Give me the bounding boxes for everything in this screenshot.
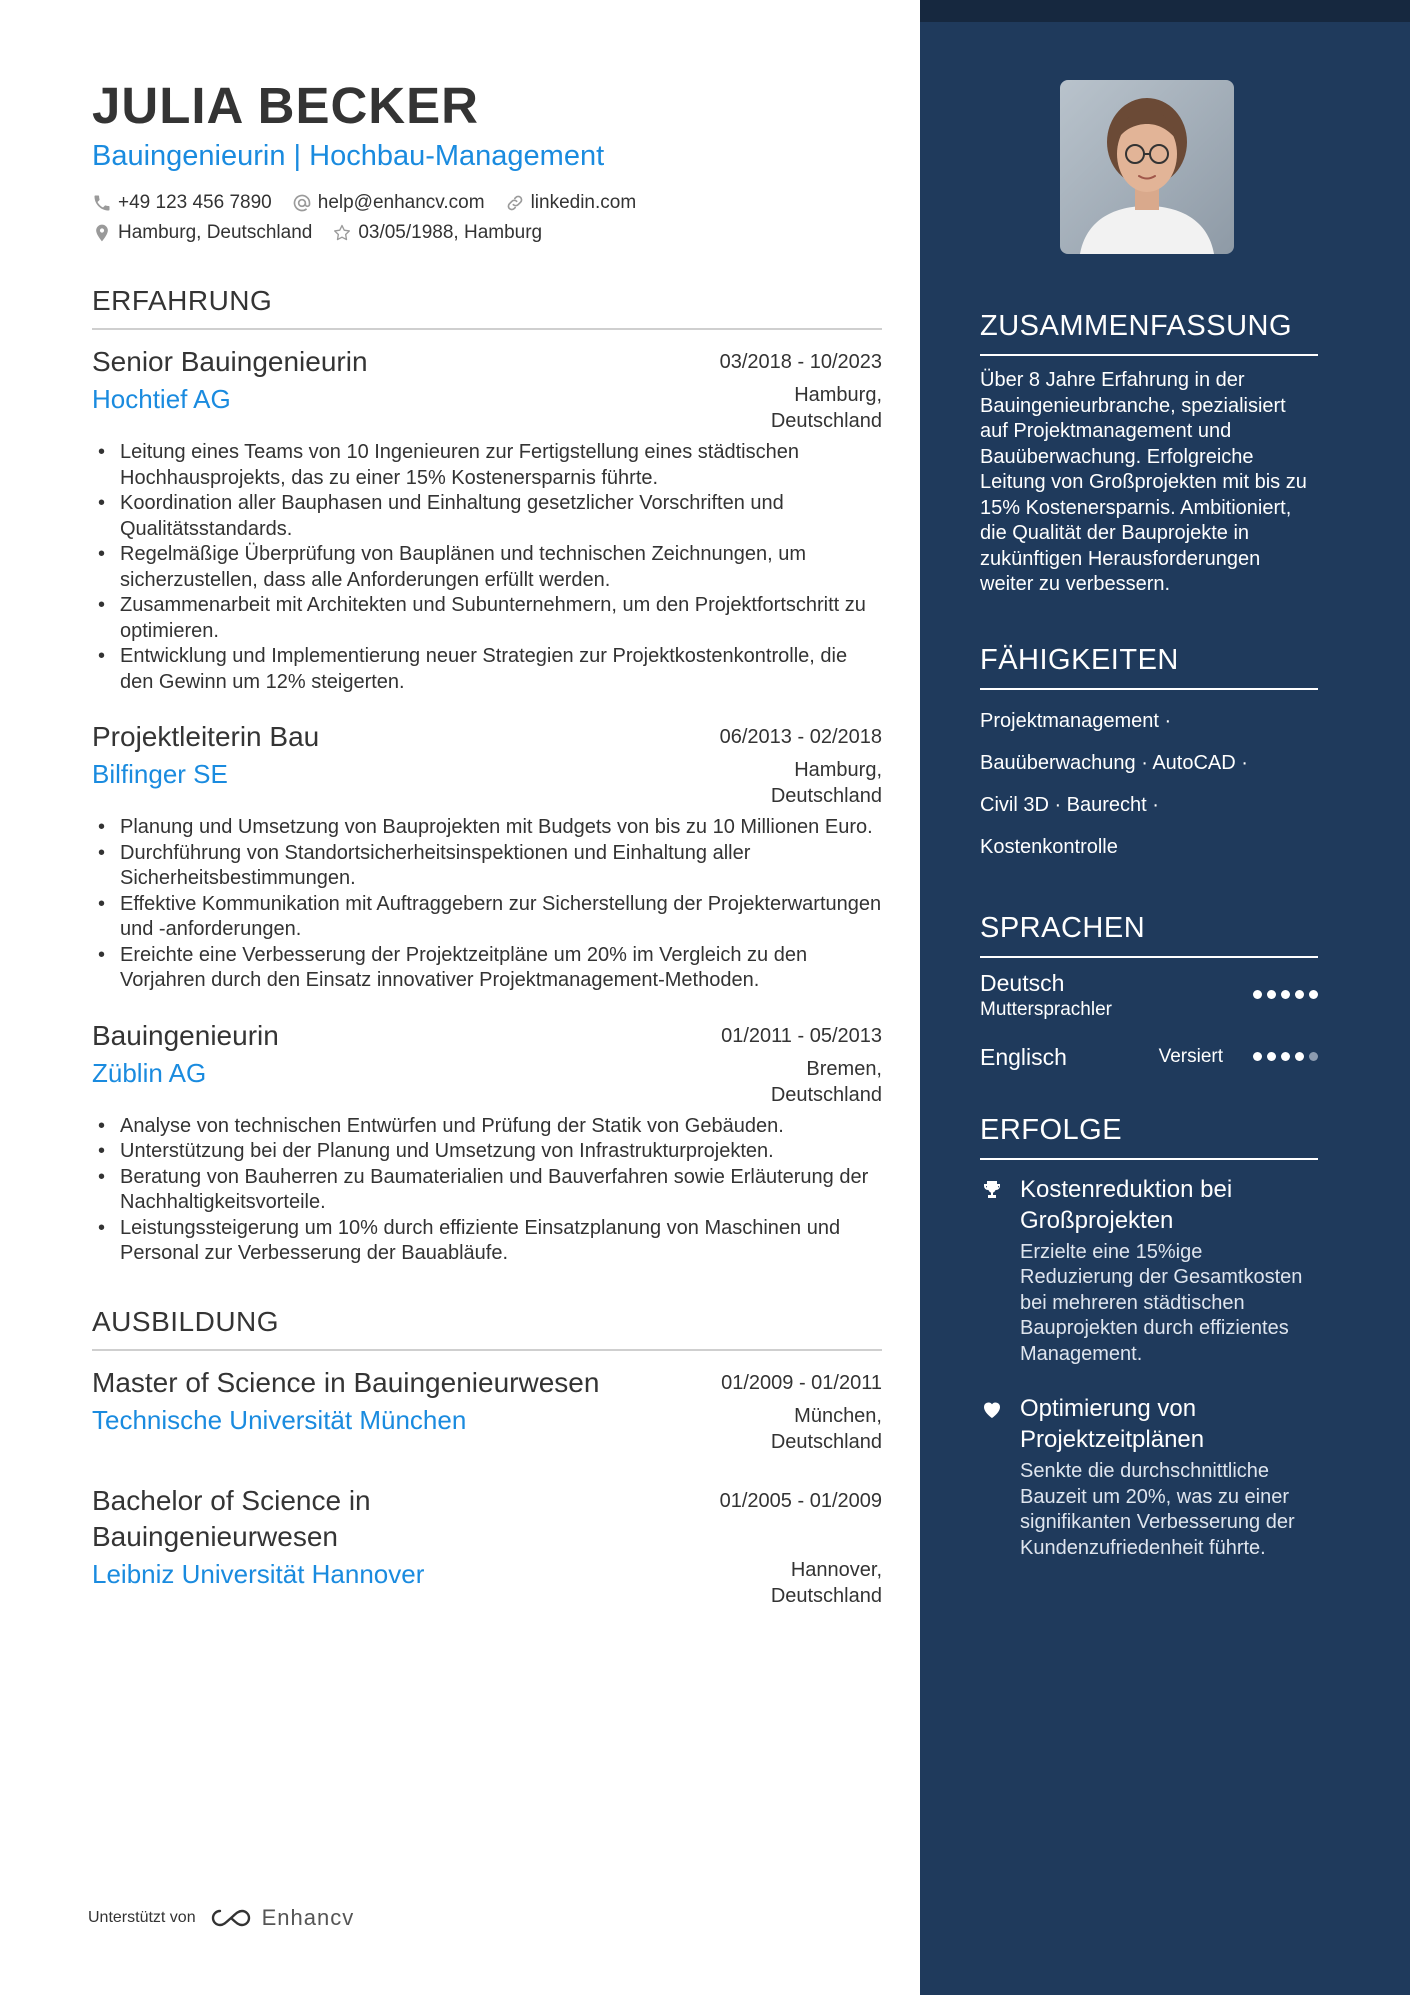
- bullet-item: • Ereichte eine Verbesserung der Projektzeitpläne um 20% im Vergleich zu den Vorjahren durch den Einsatz innovativer Projektmanagement-Methoden.: [120, 943, 882, 994]
- degree-title: Bachelor of Science in Bauingenieurwesen: [92, 1484, 371, 1552]
- experience-section: [92, 284, 882, 1267]
- location-pin-icon: [92, 223, 112, 243]
- contact-row: [92, 188, 882, 218]
- powered-by-text: Unterstützt von: [88, 1909, 196, 1926]
- skills-list: [980, 700, 1318, 868]
- achievement-item: [980, 1174, 1318, 1368]
- skill-line: Civil 3D · Baurecht ·: [980, 793, 1159, 816]
- experience-title: ERFAHRUNG: [92, 284, 882, 330]
- job-dates: 06/2013 - 02/2018: [719, 726, 882, 748]
- summary-text: Über 8 Jahre Erfahrung in der Bauingenieurbranche, spezialisiert auf Projektmanagement und Bauüberwachung. Erfolgreiche Leitung von Großprojekten mit bis zu 15% Kostenersparnis. Ambitioniert, die Qualität der Bauprojekte in zukünftigen Herausforderungen weiter zu verbessern.: [980, 369, 1307, 595]
- languages-section: [980, 910, 1318, 1072]
- rating-dot-filled: [1253, 1052, 1262, 1061]
- achievement-title: Optimierung von Projektzeitplänen: [1020, 1395, 1205, 1453]
- achievement-description: Senkte die durchschnittliche Bauzeit um 20%, was zu einer signifikanten Verbesserung der Kundenzufriedenheit führte.: [1020, 1460, 1295, 1559]
- experience-entry: [92, 719, 882, 994]
- job-company: Bilfinger SE: [92, 759, 228, 789]
- job-bullets: [92, 815, 882, 994]
- language-rating: [1253, 990, 1318, 999]
- contact-info: [92, 188, 882, 248]
- bullet-item: • Leistungssteigerung um 10% durch effiziente Einsatzplanung von Maschinen und Personal zur Verbesserung der Bauabläufe.: [120, 1216, 882, 1267]
- degree-title: Master of Science in Bauingenieurwesen: [92, 1366, 600, 1398]
- experience-entry: [92, 344, 882, 695]
- email-text: help@enhancv.com: [317, 192, 485, 213]
- bullet-item: • Entwicklung und Implementierung neuer Strategien zur Projektkostenkontrolle, die den Gewinn um 12% steigerten.: [120, 644, 882, 695]
- linkedin-text: linkedin.com: [530, 192, 637, 213]
- brand-name: Enhancv: [261, 1905, 355, 1930]
- job-location: Bremen, Deutschland: [770, 1057, 882, 1106]
- job-location: Hamburg, Deutschland: [770, 759, 882, 807]
- bullet-item: • Beratung von Bauherren zu Baumaterialien und Bauverfahren sowie Erläuterung der Nachhaltigkeitsvorteile.: [120, 1165, 882, 1216]
- profile-photo: [1060, 80, 1234, 254]
- star-icon: [332, 223, 352, 243]
- link-icon: [505, 193, 525, 213]
- rating-dot-empty: [1309, 1052, 1318, 1061]
- bullet-item: • Effektive Kommunikation mit Auftraggebern zur Sicherstellung der Projekterwartungen und -anforderungen.: [120, 892, 882, 943]
- bullet-item: • Leitung eines Teams von 10 Ingenieuren zur Fertigstellung eines städtischen Hochhausprojekts, das zu einer 15% Kostenersparnis führte.: [120, 440, 882, 491]
- phone-text: +49 123 456 7890: [118, 192, 272, 213]
- rating-dot-filled: [1309, 990, 1318, 999]
- rating-dot-filled: [1253, 990, 1262, 999]
- language-name: Englisch: [980, 1043, 1067, 1070]
- experience-entry: [92, 1018, 882, 1267]
- contact-phone[interactable]: [92, 188, 272, 218]
- rating-dot-filled: [1267, 990, 1276, 999]
- achievements-section: [980, 1112, 1318, 1562]
- skills-title: FÄHIGKEITEN: [980, 642, 1318, 690]
- school-name: Leibniz Universität Hannover: [92, 1558, 425, 1589]
- language-rating: [1253, 1052, 1318, 1061]
- job-dates: 03/2018 - 10/2023: [719, 351, 882, 373]
- summary-section: [980, 308, 1318, 598]
- location-text: Hamburg, Deutschland: [118, 222, 313, 243]
- education-dates: 01/2005 - 01/2009: [719, 1489, 882, 1512]
- education-entry: [92, 1365, 882, 1455]
- job-role: Projektleiterin Bau: [92, 721, 320, 752]
- rating-dot-filled: [1295, 990, 1304, 999]
- education-entry: [92, 1483, 882, 1609]
- skills-section: [980, 642, 1318, 868]
- bullet-item: • Durchführung von Standortsicherheitsinspektionen und Einhaltung aller Sicherheitsbestimmungen.: [120, 841, 882, 892]
- rating-dot-filled: [1281, 1052, 1290, 1061]
- languages-title: SPRACHEN: [980, 910, 1318, 958]
- enhancv-logo-icon: [208, 1907, 254, 1929]
- education-dates: 01/2009 - 01/2011: [721, 1371, 882, 1394]
- contact-location: [92, 218, 312, 248]
- achievements-title: ERFOLGE: [980, 1112, 1318, 1160]
- candidate-name: JULIA BECKER: [92, 77, 479, 134]
- bullet-item: • Unterstützung bei der Planung und Umsetzung von Infrastrukturprojekten.: [120, 1139, 882, 1165]
- sidebar-content: [980, 308, 1318, 1561]
- skill-line: Projektmanagement ·: [980, 709, 1172, 732]
- school-location: Hannover, Deutschland: [770, 1558, 882, 1607]
- job-bullets: [92, 440, 882, 695]
- summary-title: ZUSAMMENFASSUNG: [980, 308, 1318, 356]
- contact-birth: [332, 218, 542, 248]
- bullet-item: • Koordination aller Bauphasen und Einhaltung gesetzlicher Vorschriften und Qualitätsstandards.: [120, 491, 882, 542]
- rating-dot-filled: [1295, 1052, 1304, 1061]
- education-title: AUSBILDUNG: [92, 1305, 882, 1351]
- candidate-headline: Bauingenieurin | Hochbau-Management: [92, 140, 605, 172]
- at-icon: [292, 193, 312, 213]
- job-dates: 01/2011 - 05/2013: [721, 1024, 882, 1047]
- bullet-item: • Planung und Umsetzung von Bauprojekten mit Budgets von bis zu 10 Millionen Euro.: [120, 815, 882, 841]
- contact-email[interactable]: [292, 188, 485, 218]
- bullet-item: • Zusammenarbeit mit Architekten und Subunternehmern, um den Projektfortschritt zu optimieren.: [120, 593, 882, 644]
- bullet-item: • Regelmäßige Überprüfung von Bauplänen und technischen Zeichnungen, um sicherzustellen, dass alle Anforderungen erfüllt werden.: [120, 542, 882, 593]
- achievement-title: Kostenreduktion bei Großprojekten: [1020, 1175, 1233, 1234]
- skill-line: Kostenkontrolle: [980, 835, 1118, 858]
- rating-dot-filled: [1281, 990, 1290, 999]
- language-item: [980, 1042, 1318, 1072]
- birth-text: 03/05/1988, Hamburg: [358, 222, 543, 243]
- language-level: Versiert: [1158, 1045, 1223, 1067]
- job-location: Hamburg, Deutschland: [770, 384, 882, 432]
- school-location: München, Deutschland: [770, 1404, 882, 1453]
- education-section: [92, 1305, 882, 1609]
- school-name: Technische Universität München: [92, 1404, 467, 1435]
- language-item: [980, 968, 1318, 1022]
- contact-linkedin[interactable]: [505, 188, 637, 218]
- achievement-description: Erzielte eine 15%ige Reduzierung der Gesamtkosten bei mehreren städtischen Bauprojekten durch effizientes Management.: [1020, 1240, 1303, 1365]
- trophy-icon: [980, 1174, 1006, 1368]
- contact-row: [92, 218, 882, 248]
- job-company: Hochtief AG: [92, 384, 231, 414]
- job-company: Züblin AG: [92, 1057, 207, 1088]
- job-bullets: [92, 1114, 882, 1267]
- achievement-item: [980, 1393, 1318, 1561]
- sidebar-top-bar: [920, 0, 1410, 22]
- bullet-item: • Analyse von technischen Entwürfen und Prüfung der Statik von Gebäuden.: [120, 1114, 882, 1140]
- skill-line: Bauüberwachung · AutoCAD ·: [980, 751, 1248, 774]
- profile-photo-illustration: [1060, 80, 1234, 254]
- rating-dot-filled: [1267, 1052, 1276, 1061]
- brand-logo[interactable]: [208, 1905, 355, 1931]
- heart-icon: [980, 1393, 1006, 1561]
- job-role: Bauingenieurin: [92, 1019, 279, 1051]
- phone-icon: [92, 193, 112, 213]
- job-role: Senior Bauingenieurin: [92, 346, 368, 377]
- sidebar: [920, 0, 1410, 1995]
- language-level: Muttersprachler: [980, 998, 1112, 1020]
- powered-by: [88, 1905, 354, 1931]
- language-name: Deutsch: [980, 969, 1065, 996]
